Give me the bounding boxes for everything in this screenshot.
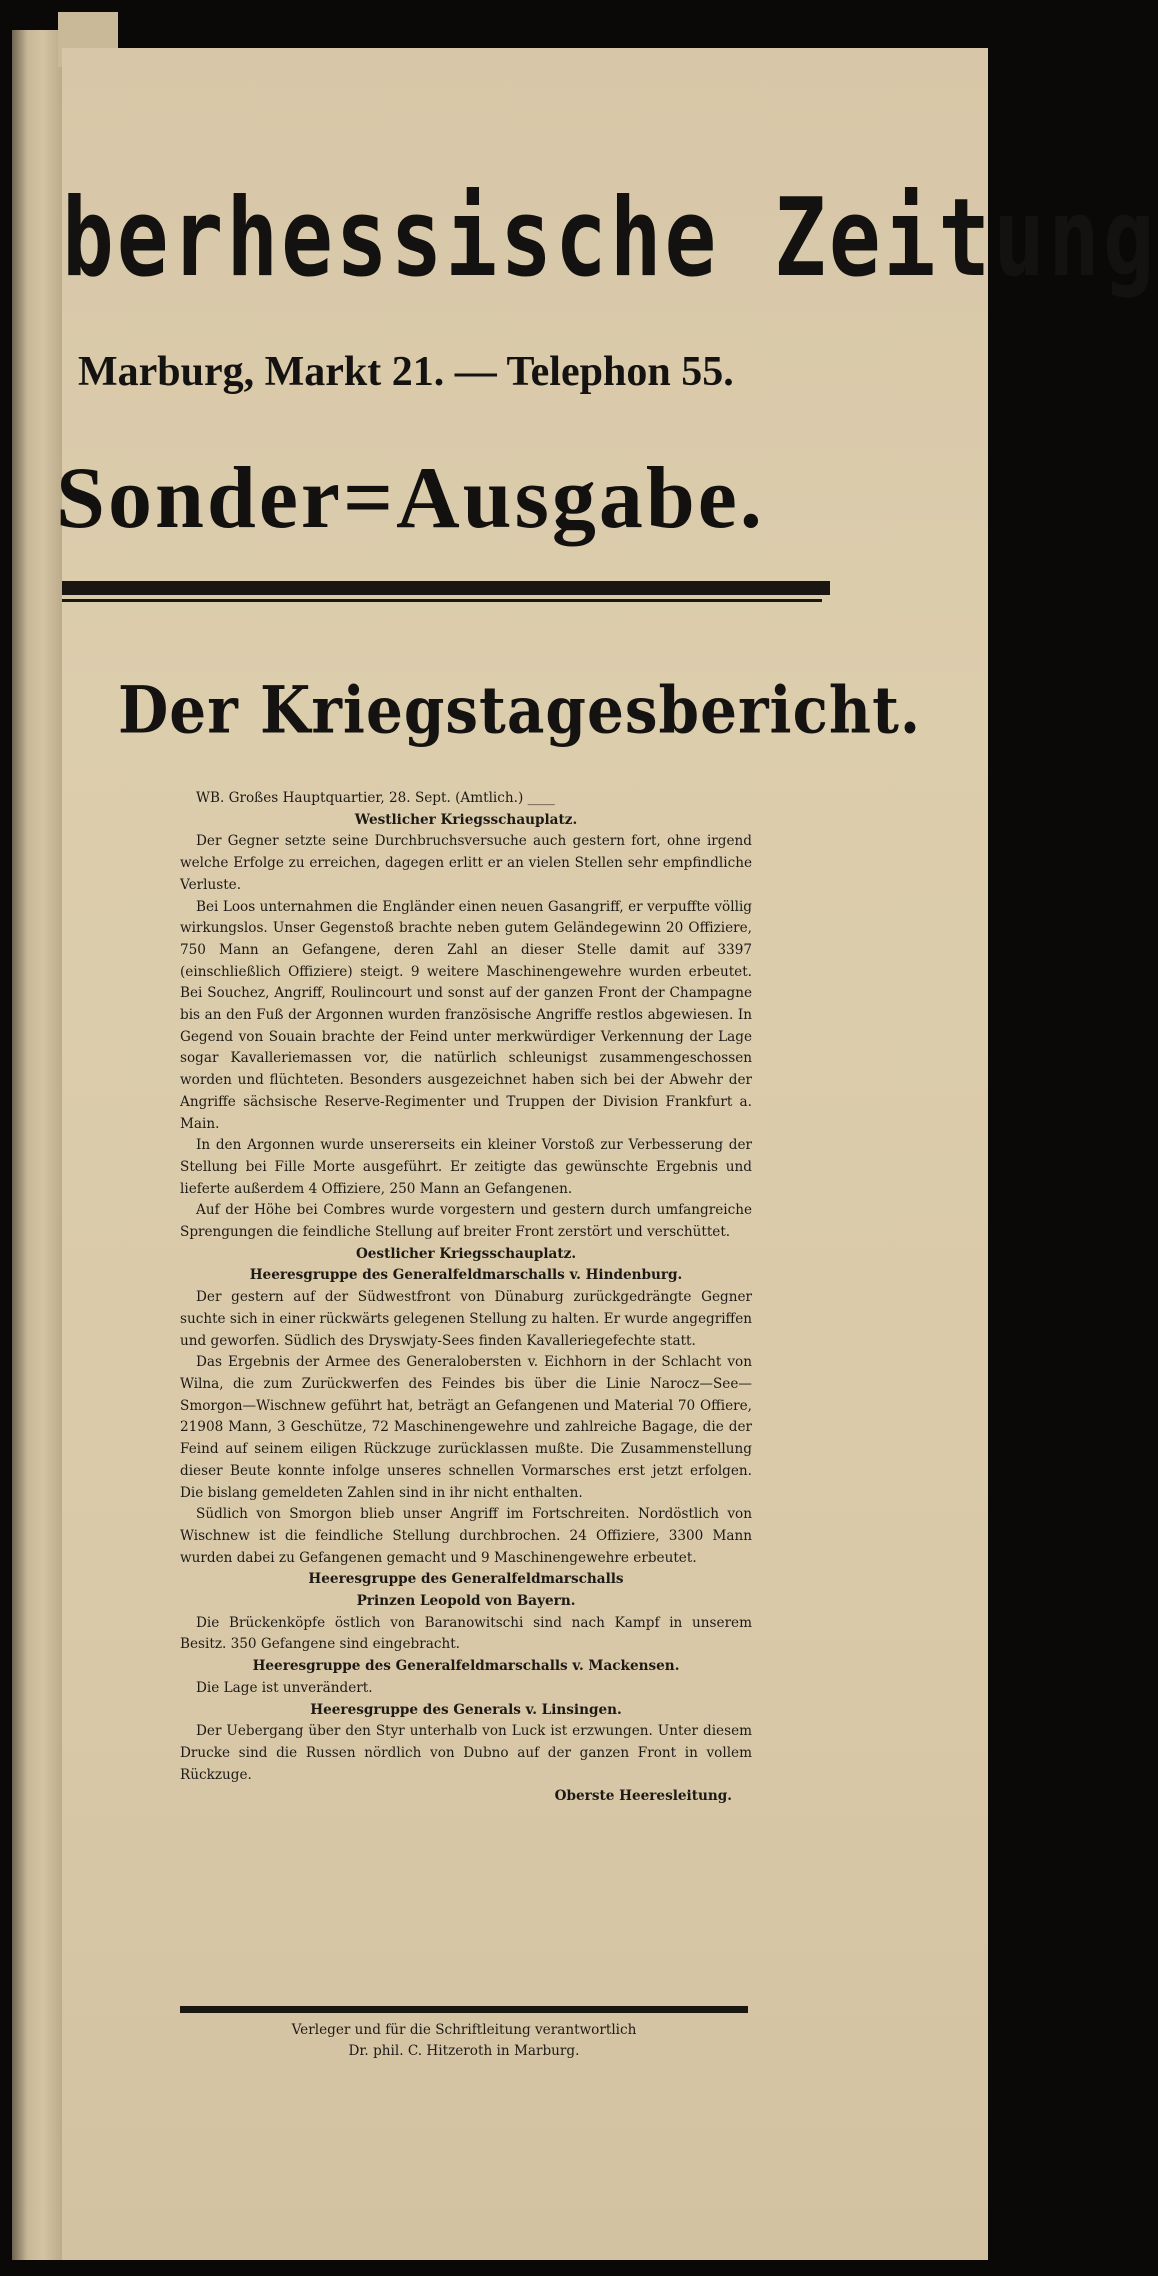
masthead-rule — [62, 581, 830, 595]
imprint-line: Dr. phil. C. Hitzeroth in Marburg. — [348, 2043, 580, 2059]
article-paragraph: Der gestern auf der Südwestfront von Dünaburg zurückgedrängte Gegner suchte sich in einer rückwärts gelegenen Stellung zu halten. Er wurde angegriffen und geworfen. Südlich des Dryswjaty-Sees finden Kavalleriegefechte statt. — [180, 1289, 752, 1349]
folded-page-edge — [12, 30, 64, 2260]
masthead-rule-thin — [62, 599, 822, 602]
section-heading: Heeresgruppe des Generalfeldmarschalls v. Mackensen. — [252, 1658, 680, 1675]
section-heading: Heeresgruppe des Generals v. Linsingen. — [310, 1701, 622, 1718]
imprint-rule — [180, 2006, 748, 2013]
dateline: WB. Großes Hauptquartier, 28. Sept. (Amtlich.) ____ — [196, 790, 555, 806]
article-paragraph: In den Argonnen wurde unsererseits ein kleiner Vorstoß zur Verbesserung der Stellung bei Fille Morte ausgeführt. Er zeitigte das gewünschte Ergebnis und lieferte außerdem 4 Offiziere, 250 Mann an Gefangenen. — [180, 1137, 752, 1197]
article-body — [180, 788, 752, 1808]
headline: Der Kriegstagesbericht. — [118, 672, 922, 749]
article-paragraph: Der Uebergang über den Styr unterhalb von Luck ist erzwungen. Unter diesem Drucke sind die Russen nördlich von Dubno auf der ganzen Front in vollem Rückzuge. — [180, 1723, 752, 1783]
edition-title: Sonder=Ausgabe. — [56, 450, 765, 547]
article-paragraph: Die Lage ist unverändert. — [196, 1679, 373, 1696]
masthead-title: berhessische Zeitung — [62, 176, 1158, 301]
address-line: Marburg, Markt 21. — Telephon 55. — [78, 349, 734, 395]
imprint — [180, 2020, 748, 2062]
article-paragraph: Der Gegner setzte seine Durchbruchsversuche auch gestern fort, ohne irgend welche Erfolge zu erreichen, dagegen erlitt er an vielen Stellen sehr empfindliche Verluste. — [180, 833, 752, 893]
section-heading: Westlicher Kriegsschauplatz. — [354, 811, 578, 828]
section-heading: Prinzen Leopold von Bayern. — [356, 1593, 576, 1610]
signature: Oberste Heeresleitung. — [554, 1788, 732, 1805]
section-heading: Oestlicher Kriegsschauplatz. — [355, 1245, 577, 1262]
article-paragraph: Bei Loos unternahmen die Engländer einen neuen Gasangriff, er verpuffte völlig wirkungslos. Unser Gegenstoß brachte neben gutem Geländegewinn 20 Offiziere, 750 Mann an Gefangene, deren Zahl an dieser Stelle damit auf 3397 (einschließlich Offiziere) steigt. 9 weitere Maschinengewehre wurden erbeutet. Bei Souchez, Angriff, Roulincourt und sonst auf der ganzen Front der Champagne bis an den Fuß der Argonnen wurden französische Angriffe restlos abgewiesen. In Gegend von Souain brachte der Feind unter merkwürdiger Verkennung der Lage sogar Kavalleriemassen vor, die natürlich schleunigst zusammengeschossen worden und flüchteten. Besonders ausgezeichnet haben sich bei der Abwehr der Angriffe sächsische Reserve-Regimenter und Truppen der Division Frankfurt a. Main. — [180, 898, 752, 1132]
section-heading: Heeresgruppe des Generalfeldmarschalls v. Hindenburg. — [249, 1267, 683, 1284]
imprint-line: Verleger und für die Schriftleitung verantwortlich — [291, 2022, 637, 2038]
section-heading: Heeresgruppe des Generalfeldmarschalls — [308, 1571, 624, 1588]
newspaper-sheet — [56, 48, 1158, 2260]
article-paragraph: Das Ergebnis der Armee des Generalobersten v. Eichhorn in der Schlacht von Wilna, die zum Zurückwerfen des Feindes bis über die Linie Narocz—See—Smorgon—Wischnew geführt hat, beträgt an Gefangenen und Material 70 Offiere, 21908 Mann, 3 Geschütze, 72 Maschinengewehre und zahlreiche Bagage, die der Feind auf seinem eiligen Rückzuge zurücklassen mußte. Die Zusammenstellung dieser Beute konnte infolge unseres schnellen Vormarsches erst jetzt erfolgen. Die bislang gemeldeten Zahlen sind in ihr nicht enthalten. — [180, 1354, 752, 1501]
article-paragraph: Die Brückenköpfe östlich von Baranowitschi sind nach Kampf in unserem Besitz. 350 Gefangene sind eingebracht. — [180, 1614, 752, 1653]
article-paragraph: Auf der Höhe bei Combres wurde vorgestern und gestern durch umfangreiche Sprengungen die feindliche Stellung auf breiter Front zerstört und verschüttet. — [180, 1202, 752, 1241]
article-paragraph: Südlich von Smorgon blieb unser Angriff im Fortschreiten. Nordöstlich von Wischnew ist die feindliche Stellung durchbrochen. 24 Offiziere, 3300 Mann wurden dabei zu Gefangenen gemacht und 9 Maschinengewehre erbeutet. — [180, 1506, 752, 1566]
